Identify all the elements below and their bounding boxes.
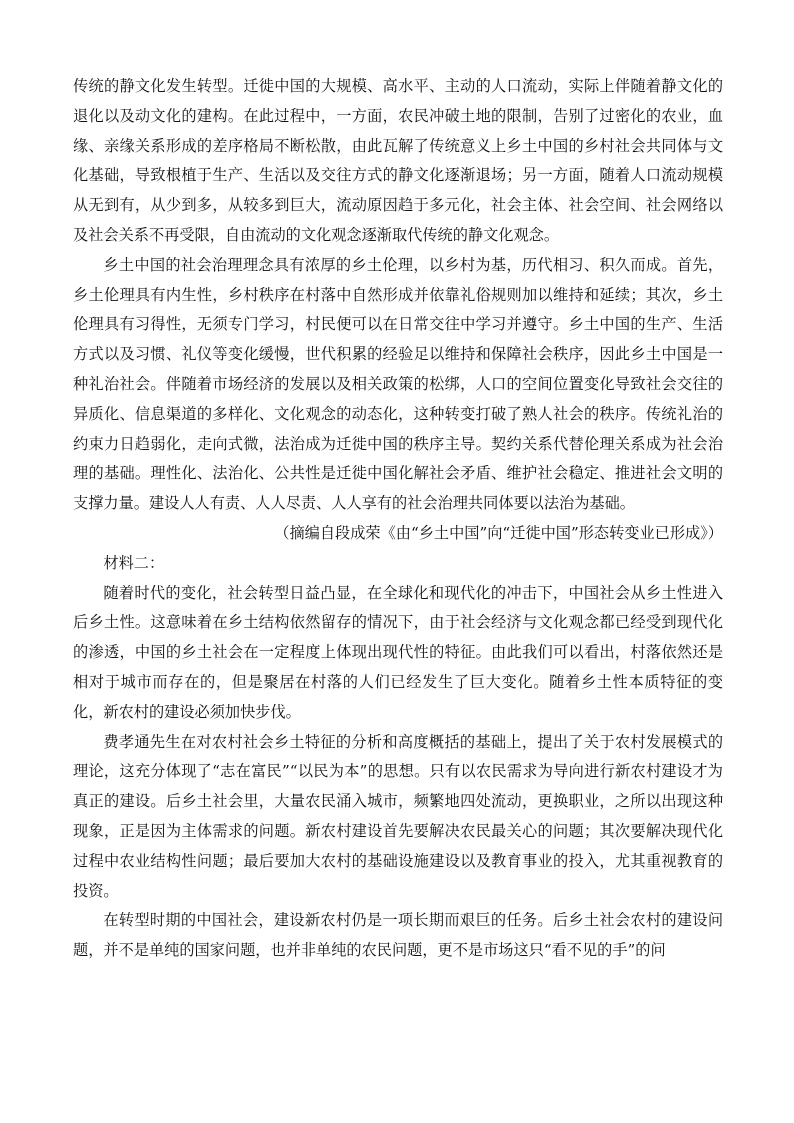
paragraph-static-culture: 传统的静文化发生转型。迁徙中国的大规模、高水平、主动的人口流动，实际上伴随着静文化的退化以及动文化的建构。在此过程中，一方面，农民冲破土地的限制，告别了过密化的农业，血缘、亲缘关系形成的差序格局不断松散，由此瓦解了传统意义上乡土中国的乡村社会共同体与文化基础，导致根植于生产、生活以及交往方式的静文化逐渐退场；另一方面，随着人口流动规模从无到有，从少到多，从较多到巨大，流动原因趋于多元化，社会主体、社会空间、社会网络以及社会关系不再受限，自由流动的文化观念逐渐取代传统的静文化观念。: [73, 77, 723, 244]
paragraph-rural-governance: 乡土中国的社会治理理念具有浓厚的乡土伦理，以乡村为基，历代相习、积久而成。首先，乡土伦理具有内生性，乡村秩序在村落中自然形成并依靠礼俗规则加以维持和延续；其次，乡土伦理具有习得性，无须专门学习，村民便可以在日常交往中学习并遵守。乡土中国的生产、生活方式以及习惯、礼仪等变化缓慢，世代积累的经验足以维持和保障社会秩序，因此乡土中国是一种礼治社会。伴随着市场经济的发展以及相关政策的松绑，人口的空间位置变化导致社会交往的异质化、信息渠道的多样化、文化观念的动态化，这种转变打破了熟人社会的秩序。传统礼治的约束力日趋弱化，走向式微，法治成为迁徙中国的秩序主导。契约关系代替伦理关系成为社会治理的基础。理性化、法治化、公共性是迁徙中国化解社会矛盾、维护社会稳定、推进社会文明的支撑力量。建设人人有责、人人尽责、人人享有的社会治理共同体要以法治为基础。: [73, 255, 723, 513]
material-two-heading: 材料二：: [103, 553, 165, 572]
paragraph-transition-period: 在转型时期的中国社会，建设新农村仍是一项长期而艰巨的任务。后乡土社会农村的建设问题，并不是单纯的国家问题，也并非单纯的农民问题，更不是市场这只“看不见的手”的问: [73, 911, 723, 960]
paragraph-post-rural: 随着时代的变化，社会转型日益凸显，在全球化和现代化的冲击下，中国社会从乡土性进入后乡土性。这意味着在乡土结构依然留存的情况下，由于社会经济与文化观念都已经受到现代化的渗透，中国的乡土社会在一定程度上体现出现代性的特征。由此我们可以看出，村落依然还是相对于城市而存在的，但是聚居在村落的人们已经发生了巨大变化。随着乡土性本质特征的变化，新农村的建设必须加快步伐。: [73, 583, 723, 721]
source-citation: （摘编自段成荣《由“乡土中国”向“迁徙中国”形态转变业已形成》）: [274, 523, 723, 542]
document-page: [73, 72, 723, 966]
paragraph-fei-xiaotong: 费孝通先生在对农村社会乡土特征的分析和高度概括的基础上，提出了关于农村发展模式的理论，这充分体现了“志在富民”“以民为本”的思想。只有以农民需求为导向进行新农村建设才为真正的建设。后乡土社会里，大量农民涌入城市，频繁地四处流动，更换职业，之所以出现这种现象，正是因为主体需求的问题。新农村建设首先要解决农民最关心的问题；其次要解决现代化过程中农业结构性问题；最后要加大农村的基础设施建设以及教育事业的投入，尤其重视教育的投资。: [73, 732, 723, 900]
